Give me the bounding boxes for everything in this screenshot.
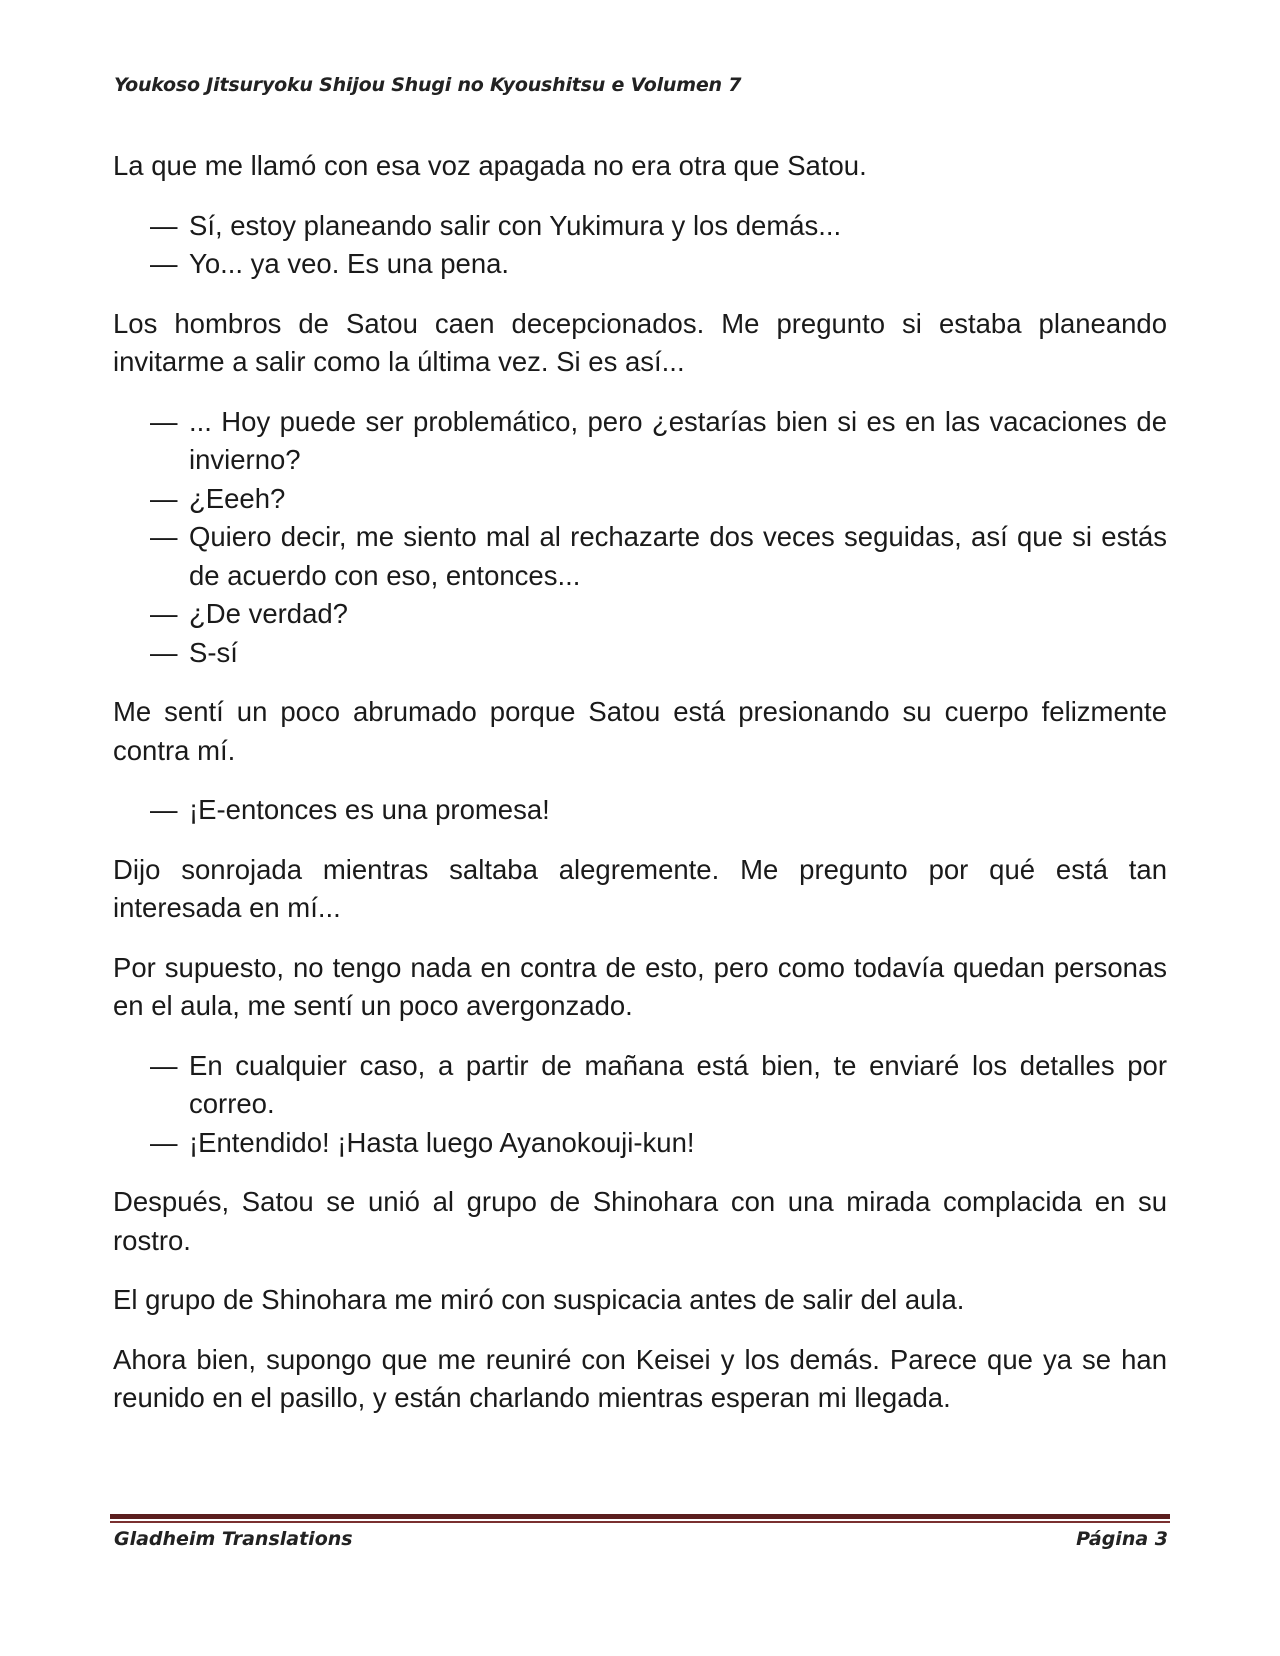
dialogue-line [113,634,1167,673]
dialogue-text: ... Hoy puede ser problemático, pero ¿estarías bien si es en las vacaciones de invierno? [189,405,1167,475]
dialogue-dash: — [150,794,178,825]
paragraph: Ahora bien, supongo que me reuniré con Keisei y los demás. Parece que ya se han reunido en el pasillo, y están charlando mientras esperan mi llegada. [113,1343,1167,1413]
dialogue-text: En cualquier caso, a partir de mañana está bien, te enviaré los detalles por correo. [189,1049,1167,1119]
dialogue-dash: — [150,1126,178,1158]
dialogue-text: Yo... ya veo. Es una pena. [189,248,510,279]
paragraph: Después, Satou se unió al grupo de Shinohara con una mirada complacida en su rostro. [113,1186,1167,1256]
dialogue-line [113,1047,1167,1124]
dialogue-line [113,403,1167,480]
footer-divider [110,1514,1170,1523]
dialogue-dash: — [150,521,178,552]
dialogue-text: ¡Entendido! ¡Hasta luego Ayanokouji-kun! [189,1126,695,1158]
dialogue-text: S-sí [189,636,238,668]
dialogue-line [113,518,1167,595]
dialogue-line [113,245,1167,284]
dialogue-text: ¡E-entonces es una promesa! [189,794,550,825]
dialogue-text: ¿Eeeh? [189,482,286,514]
paragraph: La que me llamó con esa voz apagada no era otra que Satou. [113,150,867,181]
footer-divider-thick [110,1514,1170,1519]
dialogue-text: Sí, estoy planeando salir con Yukimura y los demás... [189,209,842,241]
dialogue-block [113,791,1167,830]
dialogue-dash: — [150,405,178,437]
dialogue-dash: — [150,482,178,514]
dialogue-line [113,207,1167,246]
dialogue-dash: — [150,209,178,241]
paragraph: El grupo de Shinohara me miró con suspicacia antes de salir del aula. [113,1284,965,1315]
dialogue-line [113,480,1167,519]
paragraph: Por supuesto, no tengo nada en contra de esto, pero como todavía quedan personas en el aula, me sentí un poco avergonzado. [113,951,1167,1021]
footer-translator: Gladheim Translations [114,1528,353,1550]
page-number: Página 3 [1076,1528,1168,1550]
dialogue-dash: — [150,248,178,279]
dialogue-text: Quiero decir, me siento mal al rechazarte dos veces seguidas, así que si estás de acuerdo con eso, entonces... [189,521,1167,591]
dialogue-block [113,1047,1167,1163]
page-body [113,147,1167,1439]
running-header: Youkoso Jitsuryoku Shijou Shugi no Kyoushitsu e Volumen 7 [114,74,742,96]
paragraph: Me sentí un poco abrumado porque Satou está presionando su cuerpo felizmente contra mí. [113,696,1167,766]
dialogue-block [113,403,1167,673]
dialogue-dash: — [150,1049,178,1081]
paragraph: Los hombros de Satou caen decepcionados. Me pregunto si estaba planeando invitarme a salir como la última vez. Si es así... [113,307,1167,377]
dialogue-line [113,1124,1167,1163]
dialogue-dash: — [150,636,178,668]
dialogue-block [113,207,1167,284]
dialogue-line [113,791,1167,830]
footer-divider-thin [110,1521,1170,1523]
dialogue-text: ¿De verdad? [189,598,348,629]
paragraph: Dijo sonrojada mientras saltaba alegremente. Me pregunto por qué está tan interesada en mí... [113,853,1167,923]
dialogue-line [113,595,1167,634]
dialogue-dash: — [150,598,178,629]
